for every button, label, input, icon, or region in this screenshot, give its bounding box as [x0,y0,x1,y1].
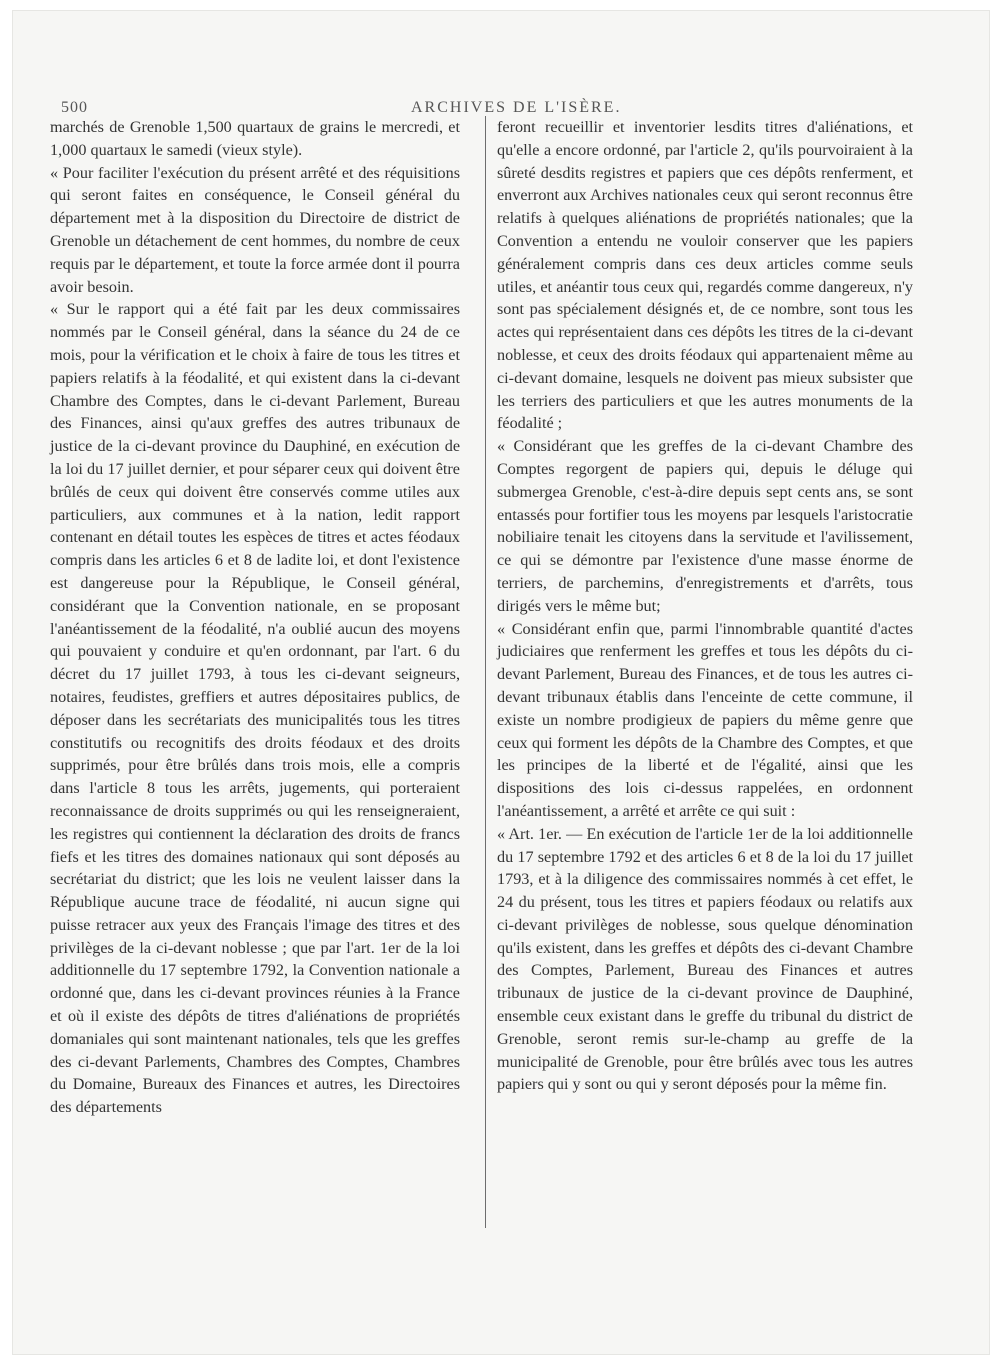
left-paragraph-1: marchés de Grenoble 1,500 quartaux de grains le mercredi, et 1,000 quartaux le samedi (vieux style). [50,118,460,159]
left-paragraph-2: « Pour faciliter l'exécution du présent arrêté et des réquisitions qui seront faites en conséquence, le Conseil général du département met à la disposition du Directoire de district de Grenoble un détachement de cent hommes, du nombre de ceux requis par le département, et toute la force armée dont il pourra avoir besoin. [50,163,460,296]
running-title: ARCHIVES DE L'ISÈRE. [411,99,622,116]
right-paragraph-1: feront recueillir et inventorier lesdits titres d'aliénations, et qu'elle a encore ordonné, par l'article 2, qu'ils pourvoiraient à la sûreté desdits registres et papiers que ces dépôts renferment, et enverront aux Archives nationales ceux qui seront reconnus être relatifs à quelques aliénations de propriétés nationales; que la Convention a entendu ne vouloir conserver que les papiers généralement compris dans ces deux articles comme seuls utiles, et anéantir tous ceux qui, regardés comme dangereux, n'y sont pas spécialement désignés et, de ce nombre, sont tous les actes qui représentaient dans ces dépôts les titres de la ci-devant noblesse, et ceux des droits féodaux qui appartenaient même au ci-devant domaine, lesquels ne doivent pas mieux subsister que les terriers des particuliers et que les autres monuments de la féodalité ; [497,118,913,433]
right-paragraph-2: « Considérant que les greffes de la ci-devant Chambre des Comptes regorgent de papiers qui, depuis le déluge qui submergea Grenoble, c'est-à-dire depuis sept cents ans, se sont entassés pour fortifier tous les moyens par lesquels l'aristocratie nobiliaire tenait les citoyens dans la servitude et l'avilissement, ce qui se démontre par l'existence d'une masse énorme de terriers, de parchemins, d'enregistrements et d'arrêts, tous dirigés vers le même but; [497,437,913,615]
page-number: 500 [61,99,88,116]
left-column [50,116,460,1119]
right-paragraph-4: « Art. 1er. — En exécution de l'article 1er de la loi additionnelle du 17 septembre 1792 et des articles 6 et 8 de la loi du 17 juillet 1793, et à la diligence des commissaires nommés à cet effet, le 24 du présent, tous les titres et papiers féodaux ou relatifs aux ci-devant privilèges de noblesse, sous quelque dénomination qu'ils existent, dans les greffes et dépôts des ci-devant Chambre des Comptes, Parlement, Bureau des Finances et autres tribunaux de justice de la ci-devant province de Dauphiné, ensemble ceux existant dans le greffe du tribunal du district de Grenoble, seront remis sur-le-champ au greffe de la municipalité de Grenoble, pour être brûlés avec tous les autres papiers qui y sont ou qui y seront déposés pour la même fin. [497,824,913,1094]
right-paragraph-3: « Considérant enfin que, parmi l'innombrable quantité d'actes judiciaires que renferment les greffes et tous les dépôts du ci-devant Parlement, Bureau des Finances, et de tous les autres ci-devant tribunaux établis dans l'enceinte de cette commune, il existe un nombre prodigieux de papiers du même genre que ceux qui forment les dépôts de la Chambre des Comptes, et que les principes de la liberté et de l'égalité, ainsi que les dispositions des lois ci-dessus rappelées, en ordonnent l'anéantissement, a arrêté et arrête ce qui suit : [497,619,913,820]
right-column [497,116,913,1096]
column-divider [485,116,486,1228]
left-paragraph-3: « Sur le rapport qui a été fait par les deux commissaires nommés par le Conseil général, dans la séance du 24 de ce mois, pour la vérification et le choix à faire de tous les titres et papiers relatifs à la féodalité, et qui existent dans la ci-devant Chambre des Comptes, dans le ci-devant Parlement, Bureau des Finances, ainsi qu'aux greffes des autres tribunaux de justice de la ci-devant province du Dauphiné, en exécution de la loi du 17 juillet dernier, et pour séparer ceux qui doivent être brûlés de ceux qui doivent être conservés comme utiles aux particuliers, aux communes et à la nation, ledit rapport contenant en détail toutes les espèces de titres et actes féodaux compris dans les articles 6 et 8 de ladite loi, et dont l'existence est dangereuse pour la République, le Conseil général, considérant que la Convention nationale, en se proposant l'anéantissement de la féodalité, n'a oublié aucun des moyens qui pouvaient y conduire et qu'en ordonnant, par l'art. 6 du décret du 17 juillet 1793, à tous les ci-devant seigneurs, notaires, feudistes, greffiers et autres dépositaires publics, de déposer dans les secrétariats des municipalités tous les titres constitutifs ou recognitifs des droits féodaux et des droits supprimés, pour être brûlés dans trois mois, elle a compris dans l'article 8 tous les arrêts, jugements, qui porteraient reconnaissance de droits supprimés ou qui les renseigneraient, les registres qui contiennent la déclaration des droits de francs fiefs et les titres des domaines nationaux qui sont déposés au secrétariat du district; que les lois ne veulent laisser dans la République aucune trace de féodalité, ni aucun signe qui puisse retracer aux yeux des Français l'image des titres et des privilèges de la ci-devant noblesse ; que par l'art. 1er de la loi additionnelle du 17 septembre 1792, la Convention nationale a ordonné que, dans les ci-devant provinces réunies à la France et où il existe des dépôts de titres d'aliénations de propriétés domaniales qui sont maintenant nationales, tels que les greffes des ci-devant Parlements, Chambres des Comptes, Chambres du Domaine, Bureaux des Finances et autres, les Directoires des départements [50,300,460,1117]
